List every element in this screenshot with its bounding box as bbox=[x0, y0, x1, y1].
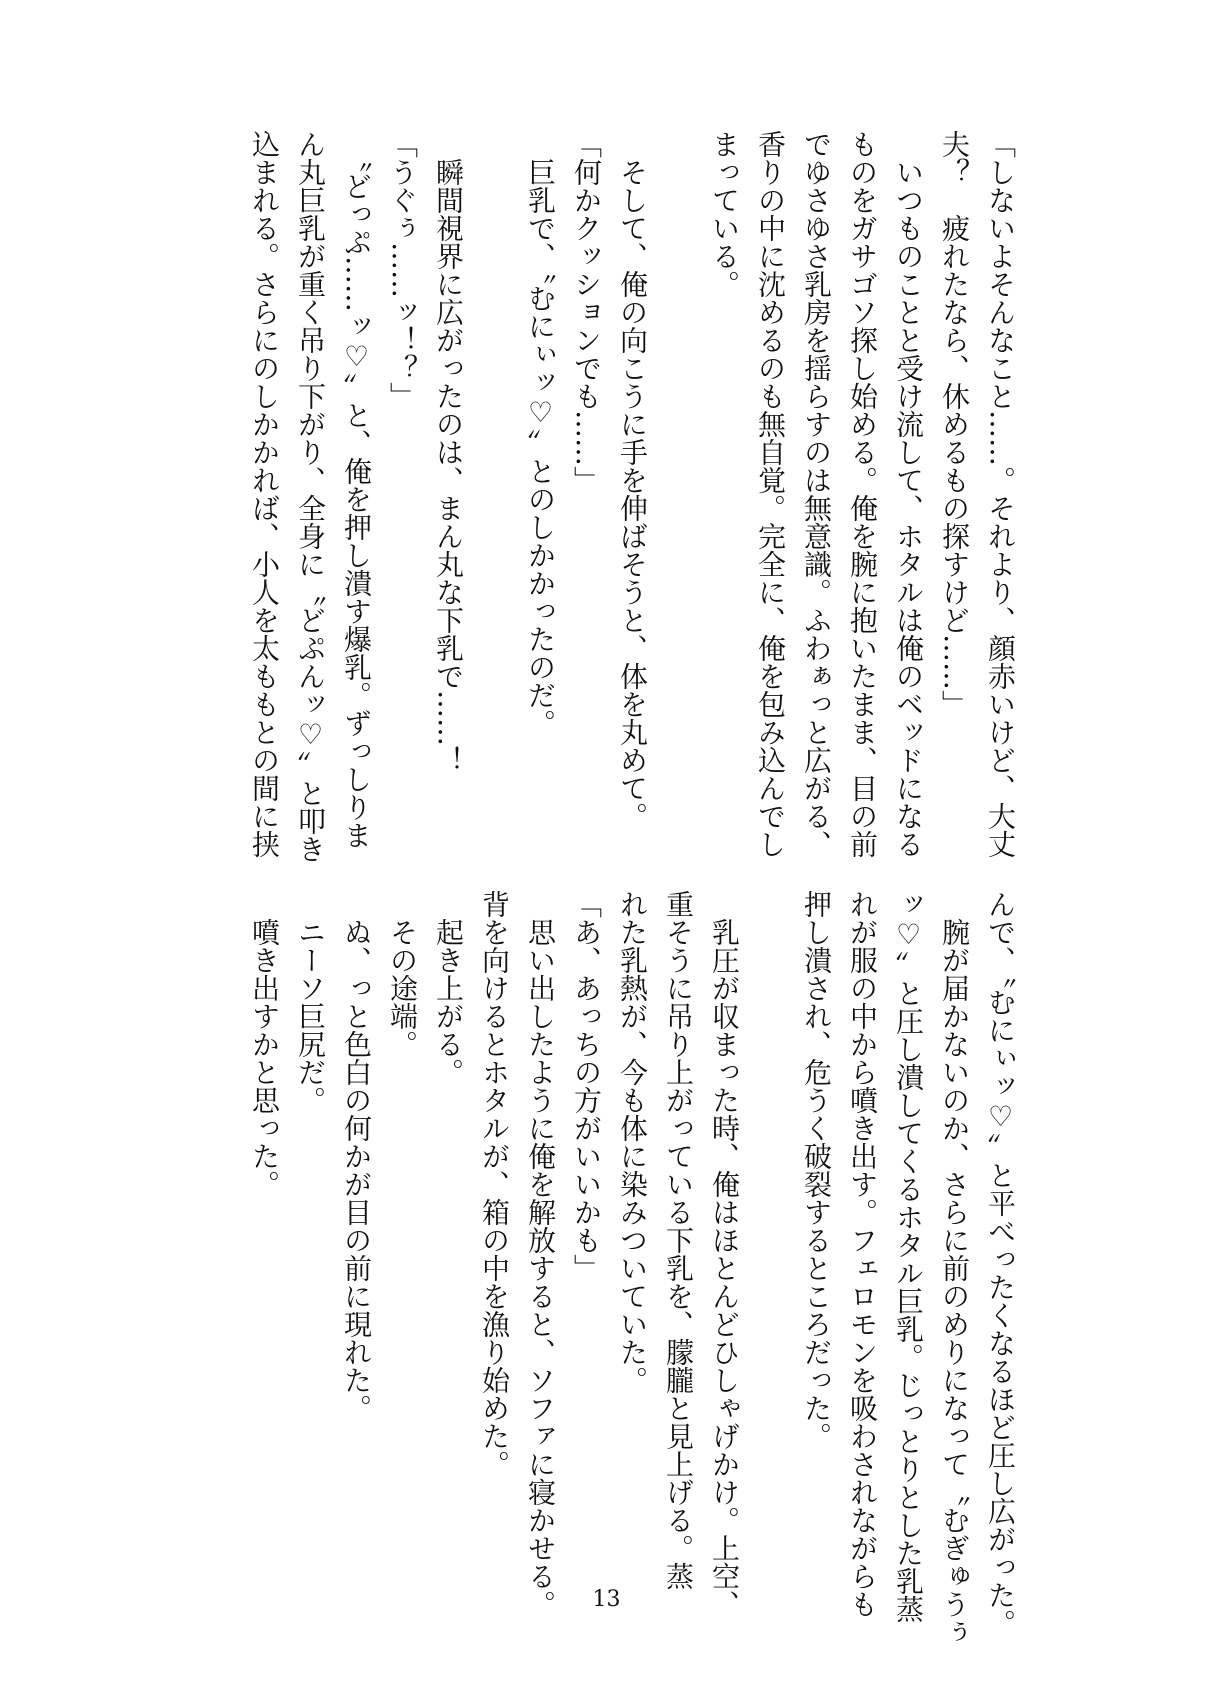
text-line: 香りの中に沈めるのも無自覚。完全に、俺を包み込んでし bbox=[754, 130, 787, 858]
text-line: 腕が届かないのか、さらに前のめりになって〝むぎゅうぅ bbox=[938, 890, 971, 1646]
text-line: 巨乳で、〝むにぃッ♡〟とのしかかったのだ。 bbox=[524, 130, 557, 737]
text-line: まっている。 bbox=[708, 130, 741, 298]
text-line: そして、俺の向こうに手を伸ばそうと、体を丸めて。 bbox=[616, 130, 649, 830]
text-line: ッ♡〟と圧し潰してくるホタル巨乳。じっとりとした乳蒸 bbox=[892, 890, 925, 1623]
text-line: 思い出したように俺を解放すると、ソファに寝かせる。 bbox=[524, 890, 557, 1618]
text-line: 「しないよそんなこと……。それより、顔赤いけど、大丈 bbox=[984, 130, 1017, 858]
text-line: 乳圧が収まった時、俺はほとんどひしゃげかけ。上空、 bbox=[708, 890, 741, 1618]
text-line: れが服の中から噴き出す。フェロモンを吸わされながらも bbox=[846, 890, 879, 1618]
text-line: 背を向けるとホタルが、箱の中を漁り始めた。 bbox=[478, 890, 511, 1478]
text-line: 「何かクッションでも……」 bbox=[570, 130, 603, 494]
text-line: 〝どっぷ……ッ♡〟と、俺を押し潰す爆乳。ずっしりま bbox=[340, 130, 373, 849]
text-line: ニーソ巨尻だ。 bbox=[294, 890, 327, 1114]
text-line: 押し潰され、危うく破裂するところだった。 bbox=[800, 890, 833, 1450]
text-line: ものをガサゴソ探し始める。俺を腕に抱いたまま、目の前 bbox=[846, 130, 879, 858]
text-line: その途端。 bbox=[386, 890, 419, 1058]
text-line: んで、〝むにぃッ♡〟と平べったくなるほど圧し広がった。 bbox=[984, 890, 1017, 1637]
page-number: 13 bbox=[592, 1587, 621, 1612]
text-block-top bbox=[241, 130, 1023, 863]
text-line: ん丸巨乳が重く吊り下がり、全身に〝どぷんッ♡〟と叩き bbox=[294, 130, 327, 863]
text-line: 「うぐぅ……ッ！？」 bbox=[386, 130, 419, 410]
paragraph-gap bbox=[471, 130, 517, 830]
text-line: ぬ、っと色白の何かが目の前に現れた。 bbox=[340, 890, 373, 1422]
text-line: 瞬間視界に広がったのは、まん丸な下乳で……！ bbox=[432, 130, 465, 774]
paragraph-gap bbox=[655, 130, 701, 830]
text-line: 夫？ 疲れたなら、休めるもの探すけど……」 bbox=[938, 130, 971, 718]
text-line: 込まれる。さらにのしかかれば、小人を太ももとの間に挟 bbox=[248, 130, 281, 858]
text-line: 重そうに吊り上がっている下乳を、朦朧と見上げる。蒸 bbox=[662, 890, 695, 1590]
text-line: でゆさゆさ乳房を揺らすのは無意識。ふわぁっと広がる、 bbox=[800, 130, 833, 858]
text-line: れた乳熱が、今も体に染みついていた。 bbox=[616, 890, 649, 1394]
text-line: 噴き出すかと思った。 bbox=[248, 890, 281, 1198]
paragraph-gap bbox=[747, 890, 793, 1590]
text-line: 「あ、あっちの方がいいかも」 bbox=[570, 890, 603, 1282]
text-line: 起き上がる。 bbox=[432, 890, 465, 1086]
text-line: いつものことと受け流して、ホタルは俺のベッドになる bbox=[892, 130, 925, 858]
